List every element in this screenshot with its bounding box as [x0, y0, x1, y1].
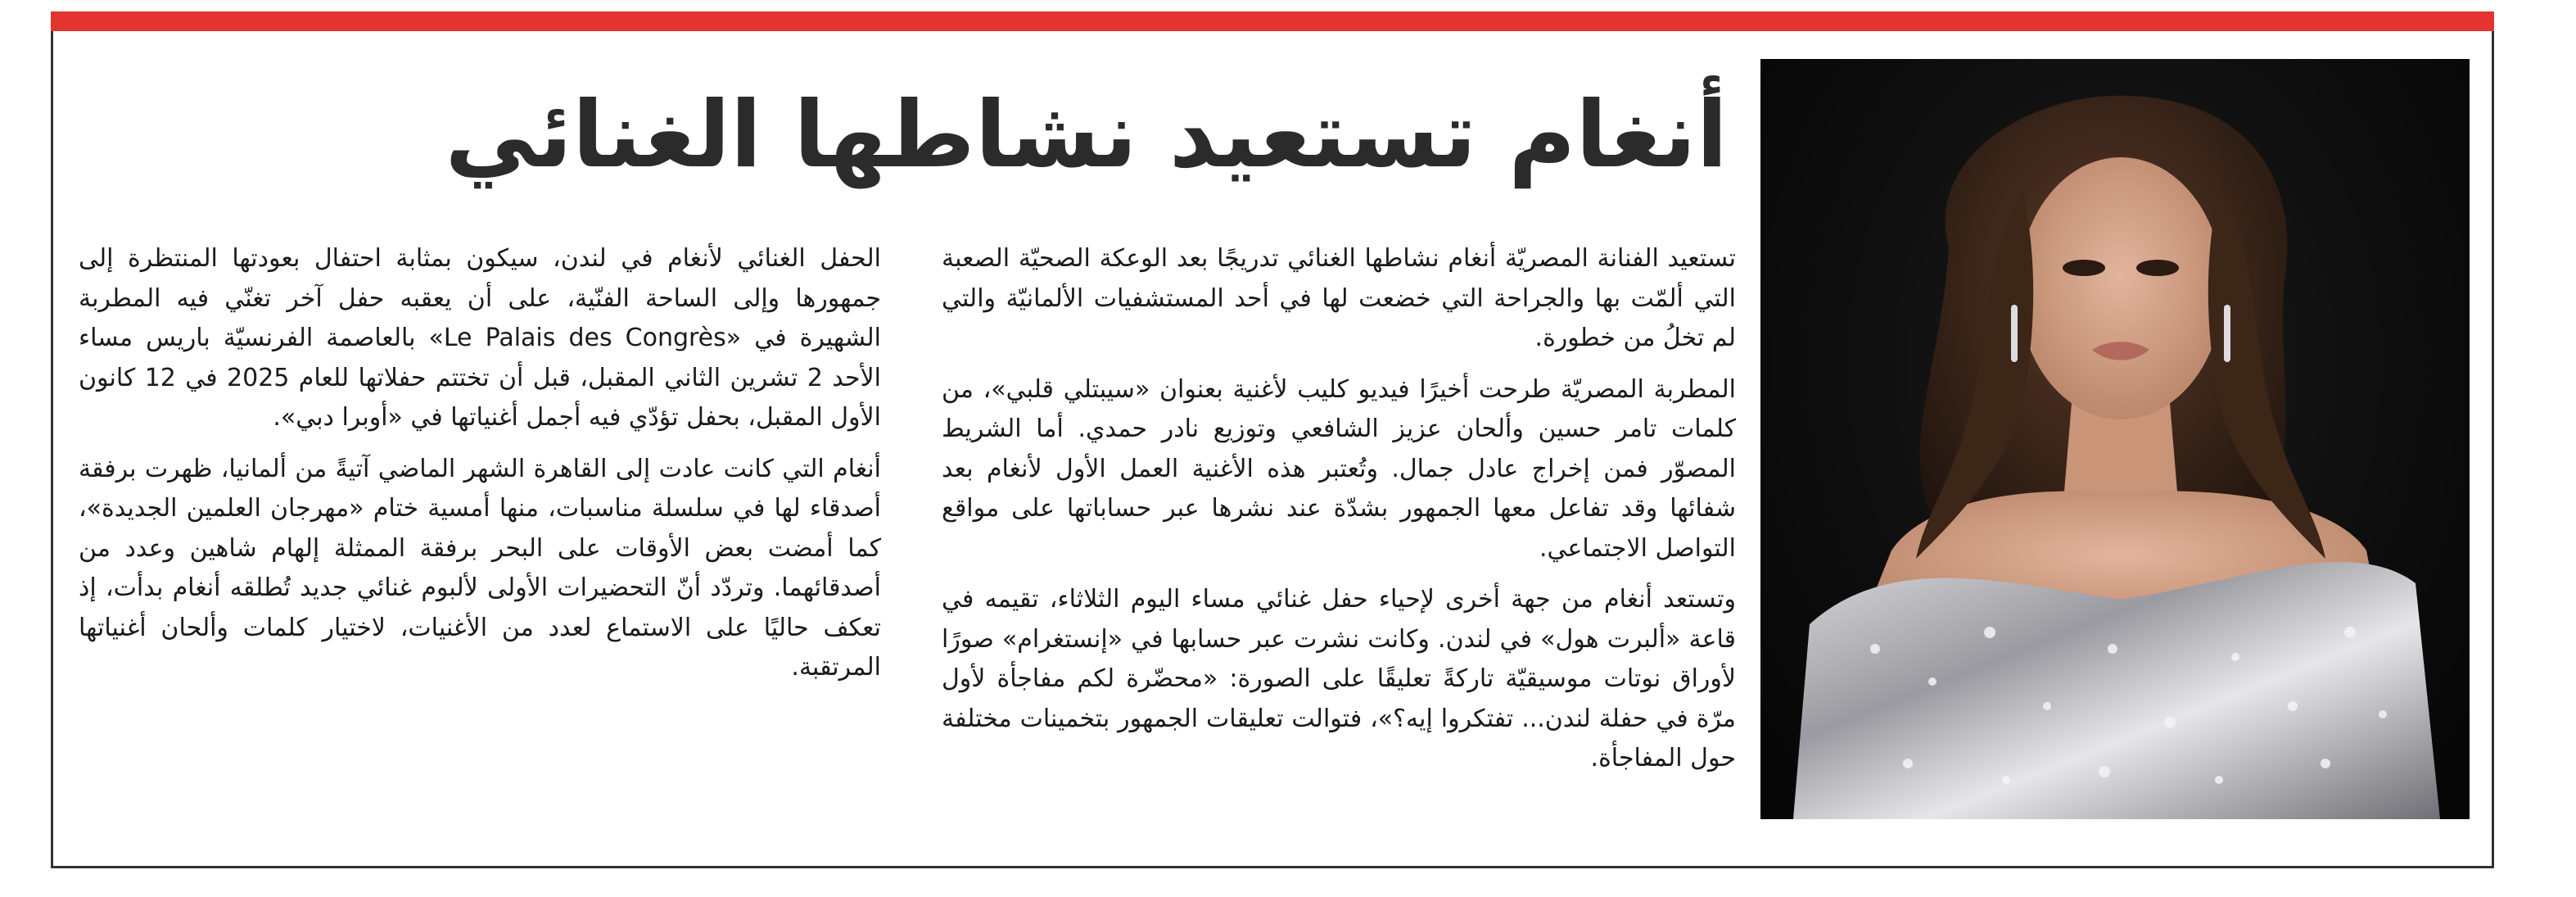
paragraph: الحفل الغنائي لأنغام في لندن، سيكون بمثابة احتفال بعودتها المنتظرة إلى جمهورها وإلى الساحة الفنّية، على أن يعقبه حفل آخر تغنّي فيه المطربة الشهيرة في «Le Palais des Congrès» بالعاصمة الفرنسيّة باريس مساء الأحد 2 تشرين الثاني المقبل، قبل أن تختتم حفلاتها للعام 2025 في 12 كانون الأول المقبل، بحفل تؤدّي فيه أجمل أغنياتها في «أوبرا دبي». — [79, 244, 881, 432]
paragraph: المطربة المصريّة طرحت أخيرًا فيديو كليب لأغنية بعنوان «سيبتلي قلبي»، من كلمات تامر حسين وألحان عزيز الشافعي وتوزيع نادر حمدي. أما الشريط المصوّر فمن إخراج عادل جمال. وتُعتبر هذه الأغنية العمل الأول لأنغام بعد شفائها وقد تفاعل معها الجمهور بشدّة عند نشرها عبر حساباتها على مواقع التواصل الاجتماعي. — [942, 374, 1736, 563]
paragraph: أنغام التي كانت عادت إلى القاهرة الشهر الماضي آتيةً من ألمانيا، ظهرت برفقة أصدقاء لها في سلسلة مناسبات، منها أمسية ختام «مهرجان العلمين الجديدة»، كما أمضت بعض الأوقات على البحر برفقة الممثلة إلهام شاهين وعدد من أصدقائهما. وتردّد أنّ التحضيرات الأولى لألبوم غنائي جديد تُطلقه أنغام بدأت، إذ تعكف حاليًا على الاستماع لعدد من الأغنيات، لاختيار كلمات وألحان أغنياتها المرتقبة. — [79, 454, 881, 682]
paragraph: تستعيد الفنانة المصريّة أنغام نشاطها الغنائي تدريجًا بعد الوعكة الصحيّة الصعبة التي ألمّت بها والجراحة التي خضعت لها في أحد المستشفيات الألمانيّة والتي لم تخلُ من خطورة. — [942, 244, 1736, 352]
red-accent-bar — [51, 11, 2494, 31]
paragraph: وتستعد أنغام من جهة أخرى لإحياء حفل غنائي مساء اليوم الثلاثاء، تقيمه في قاعة «ألبرت هول» في لندن. وكانت نشرت عبر حسابها في «إنستغرام» صورًا لأوراق نوتات موسيقيّة تاركةً تعليقًا على الصورة: «محضّرة لكم مفاجأة لأول مرّة في حفلة لندن... تفتكروا إيه؟»، فتوالت تعليقات الجمهور بتخمينات مختلفة حول المفاجأة. — [942, 585, 1736, 772]
article-headline: أنغام تستعيد نشاطها الغنائي — [445, 82, 1728, 188]
singer-portrait-icon — [1760, 59, 2470, 819]
article-column-left — [79, 239, 881, 700]
article-column-right — [942, 239, 1736, 791]
